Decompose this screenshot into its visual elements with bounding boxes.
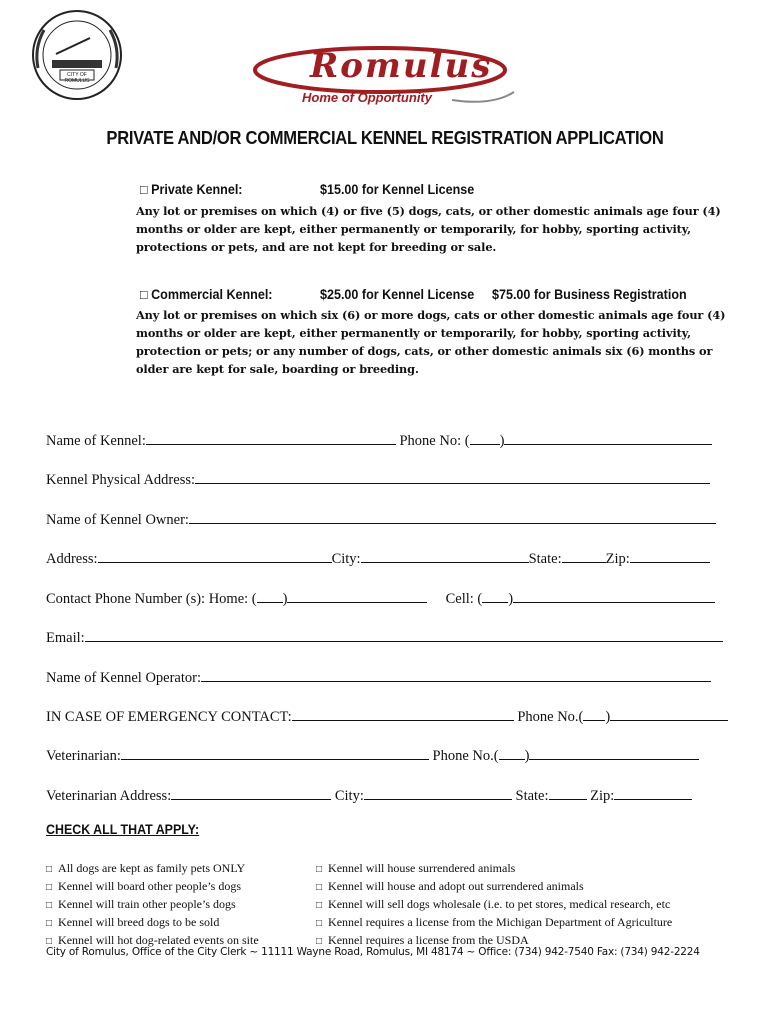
email-label: Email: — [46, 630, 85, 646]
commercial-kennel-fee: $25.00 for Kennel License — [320, 287, 475, 302]
checkbox-icon[interactable]: □ — [46, 882, 53, 893]
list-item-label: Kennel will hot dog-related events on site — [58, 933, 259, 947]
home-area-field[interactable] — [257, 587, 283, 603]
list-item-label: Kennel requires a license from the USDA — [328, 933, 529, 947]
checkbox-icon[interactable]: □ — [46, 864, 53, 875]
city-label: City: — [331, 551, 361, 567]
paren: ) — [605, 709, 611, 725]
address-label: Address: — [46, 551, 98, 567]
checkbox-icon[interactable]: □ — [316, 918, 323, 929]
list-item[interactable] — [46, 878, 259, 896]
page-title: PRIVATE AND/OR COMMERCIAL KENNEL REGISTRATION APPLICATION — [106, 128, 664, 148]
list-item-label: Kennel will breed dogs to be sold — [58, 915, 220, 929]
physical-address-field[interactable] — [195, 468, 710, 484]
row-address — [46, 547, 710, 568]
checkbox-icon[interactable]: □ — [316, 900, 323, 911]
paren: ) — [508, 591, 514, 607]
row-kennel-name — [46, 429, 712, 450]
list-item-label: All dogs are kept as family pets ONLY — [58, 861, 246, 875]
checkbox-icon[interactable]: □ — [46, 936, 53, 947]
list-item[interactable] — [316, 896, 672, 914]
row-contact-phone — [46, 587, 715, 608]
list-item[interactable] — [316, 878, 672, 896]
private-kennel-fee: $15.00 for Kennel License — [320, 182, 475, 197]
private-kennel-label: Private Kennel: — [151, 182, 243, 197]
checkbox-icon[interactable]: □ — [140, 182, 148, 197]
list-item-label: Kennel will train other people’s dogs — [58, 897, 236, 911]
physical-address-label: Kennel Physical Address: — [46, 472, 196, 488]
commercial-kennel-description: Any lot or premises on which six (6) or more dogs, cats or other domestic animals age four (4) months or older are kept, either permanently or temporarily, for hobby, sporting activity, protection or pets; or any number of dogs, cats, or other domestic animals six (6) months or older are kept for sale, boarding or breeding. — [136, 308, 726, 376]
list-item-label: Kennel will house and adopt out surrendered animals — [328, 879, 584, 893]
row-owner-name — [46, 508, 716, 529]
checklist-heading: CHECK ALL THAT APPLY: — [46, 822, 200, 837]
vet-city-field[interactable] — [364, 784, 512, 800]
cell-label: Cell: ( — [445, 591, 483, 607]
checkbox-icon[interactable]: □ — [316, 864, 323, 875]
cell-area-field[interactable] — [482, 587, 508, 603]
checkbox-icon[interactable]: □ — [316, 936, 323, 947]
city-field[interactable] — [361, 547, 529, 563]
address-field[interactable] — [98, 547, 332, 563]
row-veterinarian — [46, 744, 699, 765]
emergency-area-field[interactable] — [583, 705, 605, 721]
romulus-logo — [252, 40, 518, 116]
paren: ) — [499, 433, 505, 449]
list-item-label: Kennel will house surrendered animals — [328, 861, 516, 875]
checklist-right — [316, 860, 672, 950]
checkbox-icon[interactable]: □ — [140, 287, 148, 302]
emergency-phone-label: Phone No.( — [517, 709, 584, 725]
state-label: State: — [528, 551, 562, 567]
operator-label: Name of Kennel Operator: — [46, 670, 202, 686]
row-email — [46, 626, 723, 647]
list-item[interactable] — [46, 860, 259, 878]
vet-zip-label: Zip: — [590, 788, 615, 804]
contact-phone-label: Contact Phone Number (s): Home: ( — [46, 591, 257, 607]
list-item[interactable] — [46, 896, 259, 914]
phone-area-field[interactable] — [470, 429, 500, 445]
owner-name-label: Name of Kennel Owner: — [46, 512, 189, 528]
paren: ) — [524, 748, 530, 764]
zip-label: Zip: — [605, 551, 630, 567]
kennel-name-label: Name of Kennel: — [46, 433, 146, 449]
logo-name: Romulus — [310, 46, 493, 86]
vet-state-label: State: — [515, 788, 549, 804]
commercial-kennel-heading — [140, 287, 272, 302]
checkbox-icon[interactable]: □ — [316, 882, 323, 893]
row-emergency — [46, 705, 728, 726]
list-item-label: Kennel will board other people’s dogs — [58, 879, 242, 893]
state-field[interactable] — [562, 547, 606, 563]
commercial-kennel-label: Commercial Kennel: — [151, 287, 273, 302]
list-item-label: Kennel will sell dogs wholesale (i.e. to pet stores, medical research, etc — [328, 897, 671, 911]
emergency-phone-field[interactable] — [610, 705, 728, 721]
veterinarian-field[interactable] — [121, 744, 429, 760]
footer-contact: City of Romulus, Office of the City Clerk ~ 11111 Wayne Road, Romulus, MI 48174 ~ Office: (734) 942-7540 Fax: (734) 942-2224 — [46, 946, 700, 958]
vet-address-field[interactable] — [171, 784, 331, 800]
commercial-business-fee: $75.00 for Business Registration — [492, 287, 687, 302]
cell-phone-field[interactable] — [513, 587, 715, 603]
checkbox-icon[interactable]: □ — [46, 900, 53, 911]
city-seal — [30, 8, 124, 102]
zip-field[interactable] — [630, 547, 710, 563]
home-phone-field[interactable] — [287, 587, 427, 603]
vet-area-field[interactable] — [499, 744, 525, 760]
checkbox-icon[interactable]: □ — [46, 918, 53, 929]
list-item-label: Kennel requires a license from the Michigan Department of Agriculture — [328, 915, 673, 929]
list-item[interactable] — [316, 914, 672, 932]
paren: ) — [282, 591, 288, 607]
vet-state-field[interactable] — [549, 784, 587, 800]
email-field[interactable] — [85, 626, 723, 642]
phone-field[interactable] — [504, 429, 712, 445]
private-kennel-description: Any lot or premises on which (4) or five (5) dogs, cats, or other domestic animals age four (4) months or older are kept, either permanently or temporarily, for hobby, sporting activity, protections or pets, and are not kept for breeding or sale. — [136, 204, 721, 254]
checklist-left — [46, 860, 259, 950]
owner-name-field[interactable] — [189, 508, 716, 524]
vet-phone-field[interactable] — [529, 744, 699, 760]
operator-field[interactable] — [201, 666, 711, 682]
list-item[interactable] — [46, 914, 259, 932]
kennel-name-field[interactable] — [146, 429, 396, 445]
emergency-field[interactable] — [292, 705, 514, 721]
row-vet-address — [46, 784, 692, 805]
phone-label: Phone No: ( — [399, 433, 470, 449]
emergency-label: IN CASE OF EMERGENCY CONTACT: — [46, 709, 292, 725]
vet-city-label: City: — [334, 788, 364, 804]
private-kennel-heading — [140, 182, 243, 197]
vet-phone-label: Phone No.( — [432, 748, 499, 764]
row-operator — [46, 666, 711, 687]
vet-address-label: Veterinarian Address: — [46, 788, 172, 804]
list-item[interactable] — [316, 860, 672, 878]
row-physical-address — [46, 468, 710, 489]
veterinarian-label: Veterinarian: — [46, 748, 121, 764]
vet-zip-field[interactable] — [614, 784, 692, 800]
logo-tagline: Home of Opportunity — [302, 90, 432, 105]
seal-text: CITY OF ROMULUS — [64, 72, 90, 84]
